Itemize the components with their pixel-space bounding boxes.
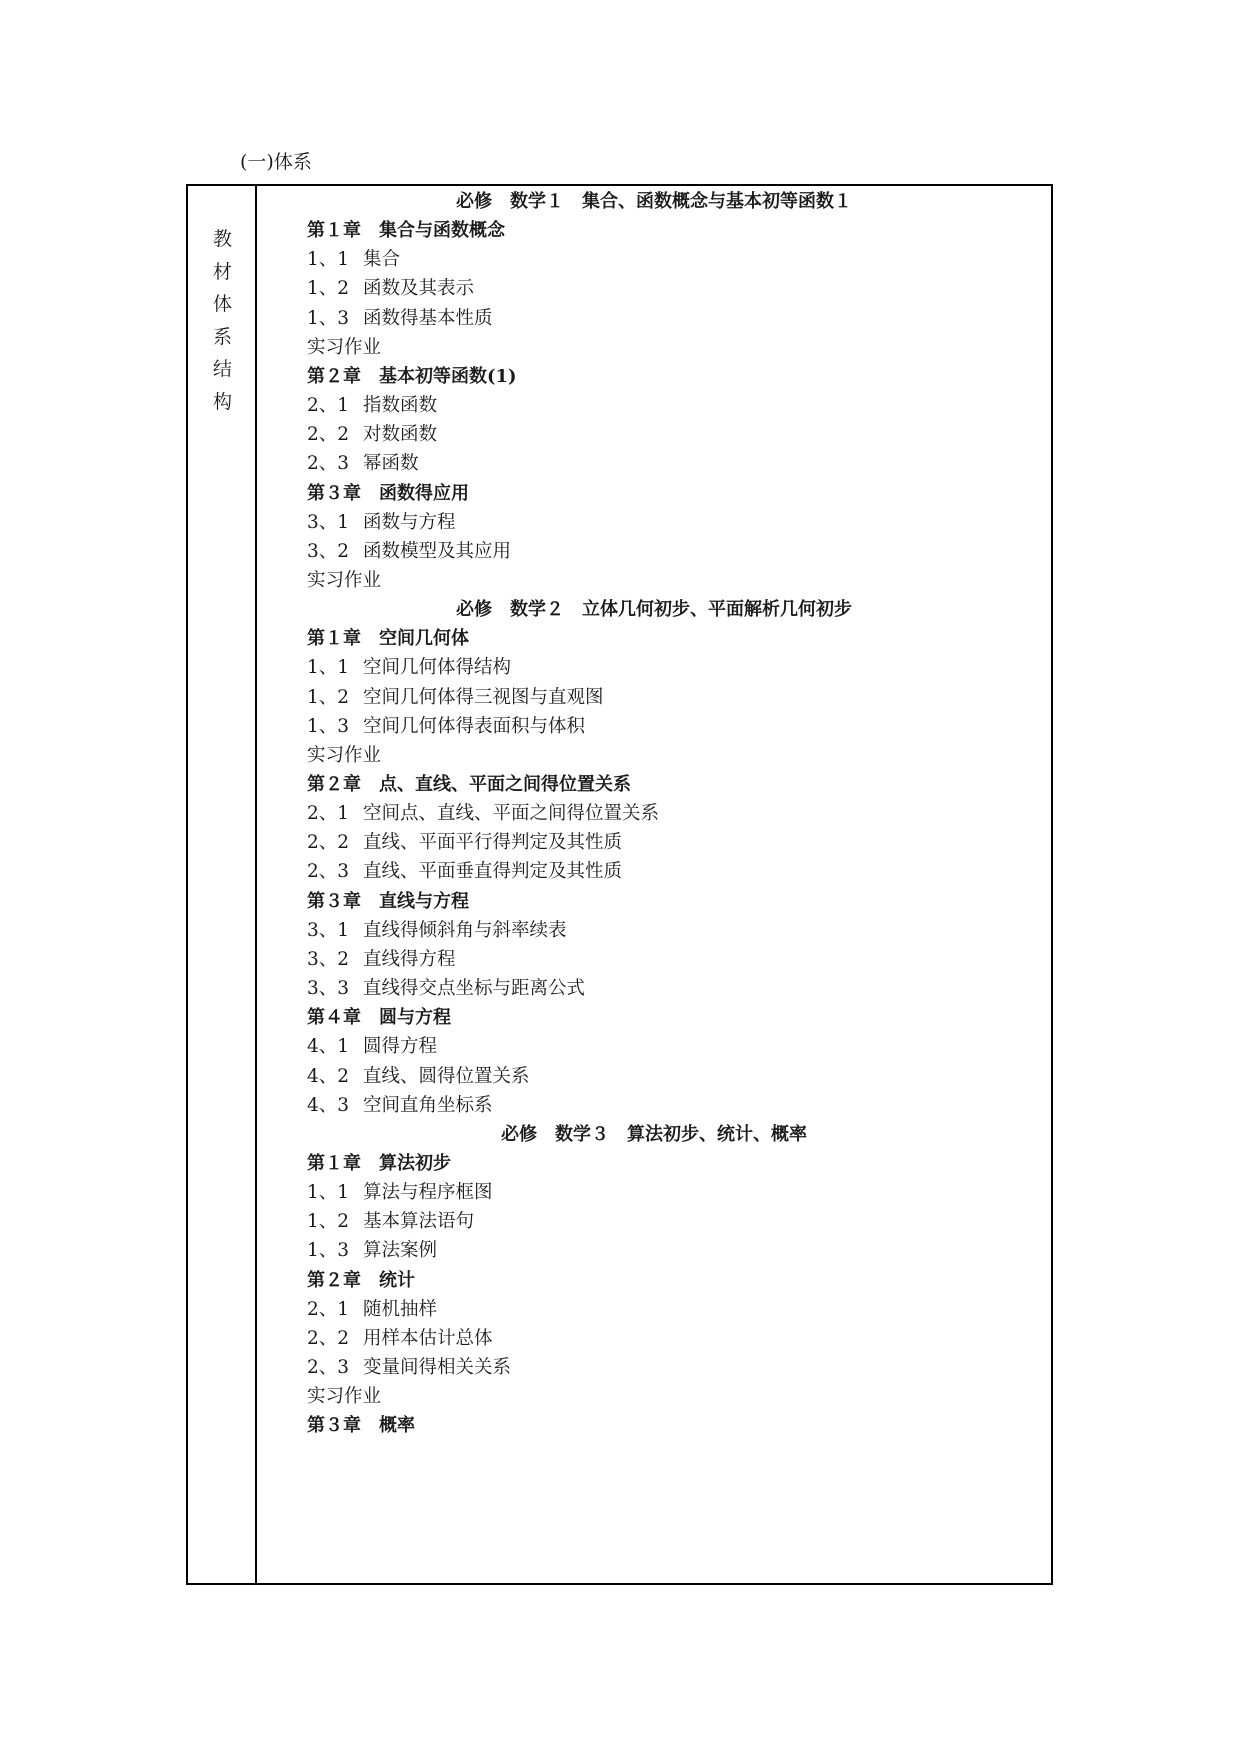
left-label-char: 教 [212,228,232,250]
section-item [307,1294,437,1327]
section-title: 算法案例 [363,1240,438,1262]
section-title: 基本算法语句 [363,1211,475,1233]
section-item [307,419,437,452]
section-item [307,448,419,481]
chapter-title: 第１章 空间几何体 [307,628,469,650]
practice-item: 实习作业 [307,569,382,591]
book-title: 必修 数学３ 算法初步、统计、概率 [501,1123,807,1145]
section-item [307,915,567,948]
section-item [307,1235,437,1268]
section-item [307,827,622,860]
section-item [307,390,437,423]
chapter-title: 第２章 统计 [307,1269,415,1291]
section-item [307,1352,511,1385]
section-number: 2、1 [307,1298,350,1320]
section-number: 1、1 [307,249,350,271]
section-title: 直线得交点坐标与距离公式 [363,978,586,1000]
section-number: 2、1 [307,803,350,825]
section-title: 函数得基本性质 [363,307,493,329]
section-item [307,798,659,831]
section-number: 2、2 [307,1327,350,1349]
section-title: 直线得倾斜角与斜率续表 [363,919,567,941]
column-divider [255,186,257,1583]
section-item [307,303,493,336]
section-item [307,652,511,685]
section-number: 1、3 [307,1240,350,1262]
practice-item: 实习作业 [307,744,382,766]
practice-item: 实习作业 [307,336,382,358]
section-item [307,711,585,744]
chapter-title: 第３章 概率 [307,1415,415,1437]
section-title: 空间几何体得表面积与体积 [363,715,586,737]
section-number: 2、3 [307,453,350,475]
chapter-title: 第２章 点、直线、平面之间得位置关系 [307,774,631,795]
section-item [307,1031,437,1064]
section-title: 空间几何体得三视图与直观图 [363,686,604,708]
section-title: 对数函数 [363,424,438,446]
section-number: 3、2 [307,948,350,970]
chapter-title: 第２章 基本初等函数(1) [307,365,517,387]
section-title: 直线、圆得位置关系 [363,1065,530,1087]
section-number: 1、1 [307,657,350,679]
section-item [307,1090,493,1123]
section-number: 2、3 [307,1357,350,1378]
chapter-title: 第１章 算法初步 [307,1152,451,1174]
section-title: 用样本估计总体 [363,1327,493,1349]
section-title: 函数及其表示 [363,278,475,300]
section-title: 集合 [363,249,401,271]
section-number: 3、3 [307,978,350,1000]
practice-item: 实习作业 [307,1386,382,1408]
left-label-char: 体 [212,293,232,316]
left-label-char: 结 [212,358,232,381]
book-title: 必修 数学１ 集合、函数概念与基本初等函数１ [456,191,852,212]
section-number: 2、3 [307,861,350,883]
chapter-title: 第１章 集合与函数概念 [307,220,505,242]
section-number: 2、2 [307,832,350,854]
section-title: 随机抽样 [363,1298,438,1320]
section-title: 幂函数 [363,453,419,475]
section-item [307,856,622,889]
book-title: 必修 数学２ 立体几何初步、平面解析几何初步 [456,599,852,621]
section-item [307,1206,474,1239]
left-label-char: 材 [212,260,232,283]
section-item [307,1177,493,1210]
section-number: 2、2 [307,424,350,446]
section-number: 1、2 [307,1211,350,1233]
section-heading: (一)体系 [240,151,312,173]
section-title: 变量间得相关关系 [363,1357,512,1378]
section-title: 空间点、直线、平面之间得位置关系 [363,803,660,825]
section-number: 1、3 [307,307,350,329]
section-title: 函数与方程 [363,511,456,533]
section-number: 4、3 [307,1094,350,1116]
section-number: 4、2 [307,1065,350,1087]
section-number: 4、1 [307,1036,350,1058]
section-title: 空间直角坐标系 [363,1094,493,1116]
left-label-char: 构 [212,390,232,413]
section-title: 算法与程序框图 [363,1182,493,1204]
section-title: 直线、平面垂直得判定及其性质 [363,861,623,883]
left-label-char: 系 [212,325,232,348]
section-item [307,1061,530,1094]
section-item [307,273,474,306]
section-title: 直线、平面平行得判定及其性质 [363,832,623,854]
curriculum-table [186,184,1053,1585]
section-number: 3、1 [307,919,350,941]
section-item [307,536,511,569]
section-number: 3、1 [307,511,350,533]
section-item [307,944,456,977]
section-item [307,682,604,715]
section-item [307,507,456,540]
left-column-label [190,223,255,419]
section-number: 1、3 [307,715,350,737]
section-number: 1、2 [307,278,350,300]
section-title: 指数函数 [363,395,438,417]
section-title: 圆得方程 [363,1036,438,1058]
section-item [307,244,400,277]
chapter-title: 第３章 直线与方程 [307,890,469,912]
section-item [307,1323,493,1356]
section-title: 直线得方程 [363,948,456,970]
section-title: 空间几何体得结构 [363,657,512,679]
section-item [307,973,585,1006]
section-number: 1、2 [307,686,350,708]
section-number: 2、1 [307,395,350,417]
chapter-title: 第３章 函数得应用 [307,482,469,504]
section-title: 函数模型及其应用 [363,540,512,562]
section-number: 1、1 [307,1182,350,1204]
section-number: 3、2 [307,540,350,562]
chapter-title: 第４章 圆与方程 [307,1007,451,1029]
